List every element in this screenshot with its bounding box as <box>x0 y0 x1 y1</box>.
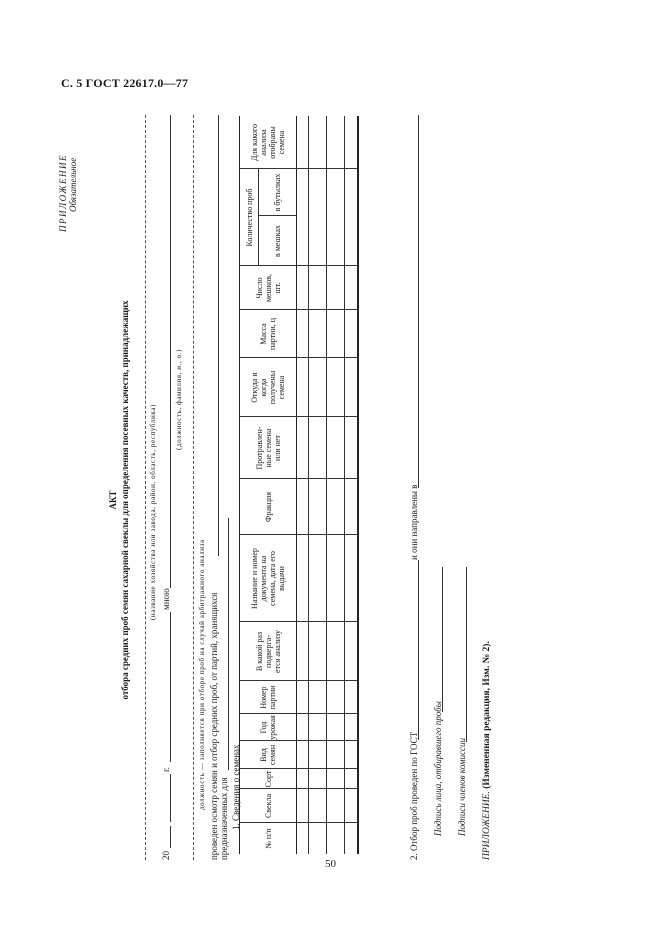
inspection-line <box>218 115 219 556</box>
caption-person: (должность, фамилия, и., о.) <box>175 348 183 450</box>
body-row-line <box>326 116 327 854</box>
person-line <box>170 115 171 588</box>
sent-to: и они направлены в <box>409 484 419 560</box>
sign-sampler: Подпись лица, отбиравшего пробы <box>433 701 443 836</box>
header-row-bottom <box>296 116 297 854</box>
col-header-mass: Масса партии, ц <box>259 317 277 351</box>
col-header-batch-number: Номер партии <box>259 685 277 710</box>
col-header-treated: Протравлен-ные семена или нет <box>254 426 282 470</box>
edition-note-label: ПРИЛОЖЕНИЕ. <box>482 791 492 860</box>
col-header-seed-type: Вид семян <box>259 744 277 766</box>
caption-org: (название хозяйства или завода, район, область, республика) <box>149 404 157 620</box>
col-header-beet: Свекла <box>263 793 273 819</box>
destination-line <box>228 518 229 770</box>
by-me: мною <box>161 588 171 610</box>
sent-to-line <box>418 115 419 488</box>
place-line <box>170 612 171 762</box>
line-destination: предназначенных для <box>219 777 229 860</box>
col-header-analysis-time: В какой раз подверга-ется анализу <box>254 629 282 674</box>
edition-note <box>482 641 492 860</box>
section-1-heading: 1. Сведения о семенах <box>231 744 241 830</box>
body-row-line <box>344 116 345 854</box>
subcol-header-bottles: в бутылках <box>272 173 282 212</box>
year-prefix: 20 <box>161 851 171 860</box>
section-2-sampling: 2. Отбор проб проведен по ГОСТ <box>409 731 419 860</box>
month-line <box>170 774 171 822</box>
line-inspection: проведен осмотр семян и отбор средних проб, от партий, хранящихся <box>209 592 219 860</box>
sign-commission-line <box>466 567 467 742</box>
page-number: 50 <box>325 858 336 870</box>
page-header: С. 5 ГОСТ 22617.0—77 <box>61 76 189 90</box>
col-header-sample-count: Количество проб <box>244 188 254 247</box>
body-row-line <box>308 116 309 854</box>
col-header-analysis-purpose: Для какого анализа отобраны семена <box>250 124 286 162</box>
seed-table <box>239 116 359 854</box>
subcol-header-bags: в мешках <box>272 225 282 257</box>
act-subtitle: отбора средних проб семян сахарной свеклы для определения посевных качеств, принадлежащих <box>120 300 130 700</box>
day-line <box>170 826 171 848</box>
appendix-label: ПРИЛОЖЕНИЕ <box>58 154 68 232</box>
col-header-bags: Число мешков, шт. <box>254 273 282 303</box>
year-suffix: г. <box>161 767 171 772</box>
extra-line <box>193 115 194 860</box>
caption-note: должность — заполняется при отборе проб на случай арбитражного анализа <box>198 539 206 810</box>
col-header-document: Название и номер документа на семена, дата его выдачи <box>250 548 286 609</box>
sign-sampler-line <box>442 567 443 712</box>
sign-commission: Подписи членов комиссии <box>457 738 467 836</box>
act-title: АКТ <box>108 490 118 510</box>
gost-line <box>418 560 419 740</box>
org-line <box>145 115 146 860</box>
col-header-harvest-year: Год урожая <box>259 715 277 740</box>
col-header-fraction: Фракция <box>263 492 273 522</box>
appendix-type: Обязательное <box>68 157 78 212</box>
col-header-source: Откуда и когда получены семена <box>250 370 286 405</box>
col-header-number: № п/п <box>263 828 273 849</box>
edition-note-text: (Измененная редакция, Изм. № 2). <box>482 641 492 789</box>
col-header-variety: Сорт <box>263 770 273 788</box>
rotated-act-form <box>53 124 353 860</box>
rotated-footer <box>409 140 661 860</box>
